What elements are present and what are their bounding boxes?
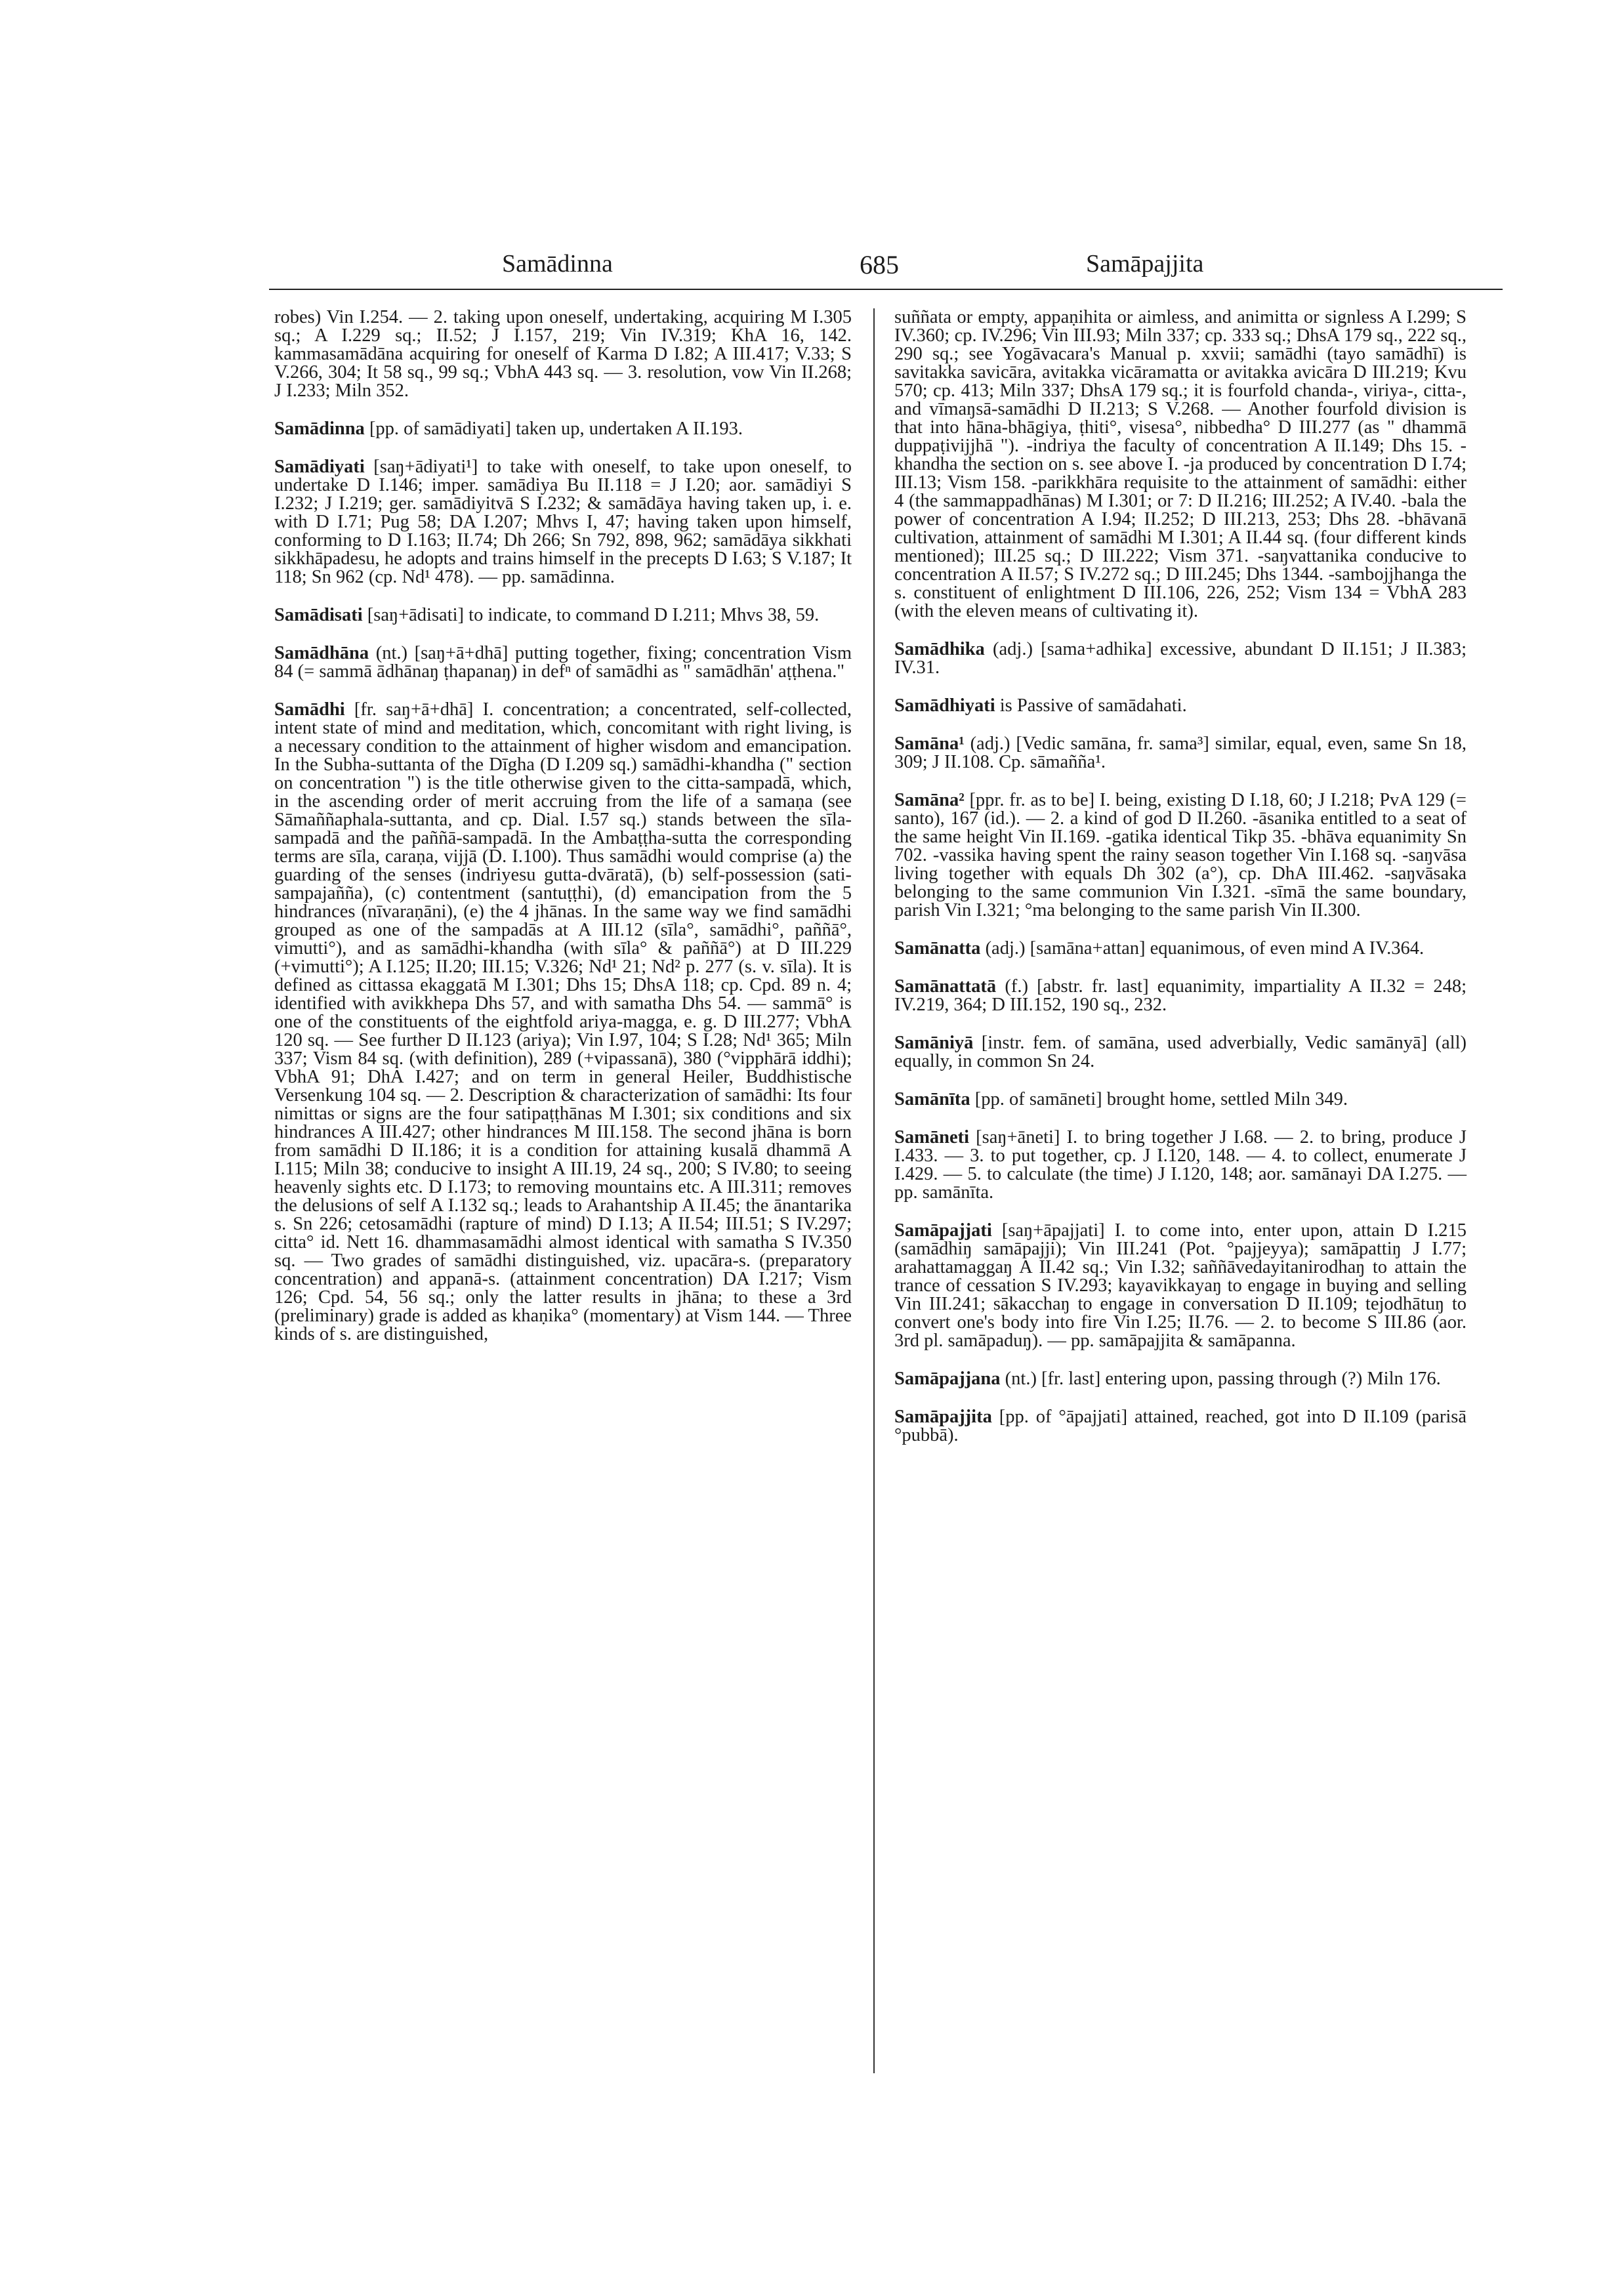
entry-text: (nt.) [saŋ+ā+dhā] putting together, fixing; concentration Vism 84 (= sammā ādhānaŋ ṭhapanaŋ) in defⁿ of samādhi as " samādhān' aṭṭhena." (274, 643, 852, 682)
entry-text: [pp. of samāneti] brought home, settled Miln 349. (970, 1089, 1348, 1109)
entry-text: (adj.) [Vedic samāna, fr. sama³] similar, equal, even, same Sn 18, 309; J II.108. Cp. sāmañña¹. (894, 734, 1467, 772)
dictionary-entry (894, 1128, 1467, 1202)
entry-headword: Samādinna (274, 419, 365, 439)
left-running-headword: Samādinna (502, 250, 613, 278)
dictionary-entry (894, 640, 1467, 677)
entry-text: (f.) [abstr. fr. last] equanimity, impartiality A II.32 = 248; IV.219, 364; D III.152, 190 sq., 232. (894, 976, 1467, 1015)
header-rule (269, 289, 1503, 290)
entry-headword: Samāpajjati (894, 1220, 992, 1241)
entry-headword: Samāniyā (894, 1033, 974, 1053)
right-running-headword: Samāpajjita (1086, 250, 1204, 278)
dictionary-entry (894, 735, 1467, 772)
entry-headword: Samānīta (894, 1089, 970, 1109)
page-header (269, 249, 1503, 289)
dictionary-entry (274, 420, 852, 438)
dictionary-entry (894, 791, 1467, 920)
continuation-text: suññata or empty, appaṇihita or aimless, and animitta or signless A I.299; S IV.360; cp. IV.296; Vin III.93; Miln 337; cp. 333 sq.; DhsA 179 sq., 222 sq., 290 sq.; see Yogāvacara's Manual p. xxvii; samādhi (tayo samādhī) is savitakka savicāra, avitakka vicāramatta or avitakka avicāra D III.219; Kvu 570; cp. 413; Miln 337; DhsA 179 sq.; it is fourfold chanda-, viriya-, citta-, and vīmaŋsā-samādhi D II.213; S V.268. — Another fourfold division is that into hāna-bhāgiya, ṭhiti°, visesa°, nibbedha° D III.277 (as " dhammā duppaṭivijjhā "). -indriya the faculty of concentration A II.149; Dhs 15. -khandha the section on s. see above I. -ja produced by concentration D I.74; III.13; Vism 158. -parikkhāra requisite to the attainment of samādhi: either 4 (the sammappadhānas) M I.301; or 7: D II.216; III.252; A IV.40. -bala the power of concentration A I.94; II.252; D III.213, 253; Dhs 28. -bhāvanā cultivation, attainment of samādhi M I.301; A II.44 sq. (four different kinds mentioned); III.25 sq.; D III.222; Vism 371. -saŋvattanika conducive to concentration A II.57; S IV.272 sq.; D III.245; Dhs 1344. -sambojjhanga the s. constituent of enlightment D III.106, 226, 252; Vism 134 = VbhA 283 (with the eleven means of cultivating it). (894, 307, 1467, 621)
dictionary-entry (894, 978, 1467, 1014)
entry-headword: Samādhi (274, 699, 345, 720)
dictionary-entry (274, 701, 852, 1344)
right-column (894, 308, 1467, 1464)
dictionary-entry (274, 644, 852, 681)
entry-headword: Samāpajjita (894, 1407, 992, 1427)
entry-text: (adj.) [samāna+attan] equanimous, of even mind A IV.364. (980, 938, 1425, 959)
entry-text: [fr. saŋ+ā+dhā] I. concentration; a concentrated, self-collected, intent state of mind and meditation, which, concomitant with right living, is a necessary condition to the attainment of higher wisdom and emancipation. In the Subha-suttanta of the Dīgha (D I.209 sq.) samādhi-khandha (" section on concentration ") is the title otherwise given to the citta-sampadā, which, in the ascending order of merit accruing from the life of a samaṇa (see Sāmaññaphala-suttanta, and cp. Dial. I.57 sq.) stands between the sīla-sampadā and the paññā-sampadā. In the Ambaṭṭha-sutta the corresponding terms are sīla, caraṇa, vijjā (D. I.100). Thus samādhi would comprise (a) the guarding of the senses (indriyesu gutta-dvāratā), (b) self-possession (sati-sampajañña), (c) contentment (santuṭṭhi), (d) emancipation from the 5 hindrances (nīvaraṇāni), (e) the 4 jhānas. In the same way we find samādhi grouped as one of the sampadās at A III.12 (sīla°, samādhi°, paññā°, vimutti°), and as samādhi-khandha (with sīla° & paññā°) at D III.229 (+vimutti°); A I.125; II.20; III.15; V.326; Nd¹ 21; Nd² p. 277 (s. v. sīla). It is defined as cittassa ekaggatā M I.301; Dhs 15; DhsA 118; cp. Cpd. 89 n. 4; identified with avikkhepa Dhs 57, and with samatha Dhs 54. — sammā° is one of the constituents of the eightfold ariya-magga, e. g. D III.277; VbhA 120 sq. — See further D II.123 (ariya); Vin I.97, 104; S I.28; Nd¹ 365; Miln 337; Vism 84 sq. (with definition), 289 (+vipassanā), 380 (°vipphārā iddhi); VbhA 91; DhA I.427; and on term in general Heiler, Buddhistische Versenkung 104 sq. — 2. Description & characterization of samādhi: Its four nimittas or signs are the four satipaṭṭhānas M I.301; six conditions and six hindrances A III.427; other hindrances M III.158. The second jhāna is born from samādhi D II.186; it is a condition for attaining kusalā dhammā A I.115; Miln 38; conducive to insight A III.19, 24 sq., 200; S IV.80; to seeing heavenly sights etc. D I.173; to removing mountains etc. A III.311; removes the delusions of self A I.132 sq.; leads to Arahantship A II.45; the ānantarika s. Sn 226; cetosamādhi (rapture of mind) D I.13; A II.54; III.51; S IV.297; citta° id. Nett 16. dhammasamādhi almost identical with samatha S IV.350 sq. — Two grades of samādhi distinguished, viz. upacāra-s. (preparatory concentration) and appanā-s. (attainment concentration) DA I.217; Vism 126; Cpd. 54, 56 sq.; only the latter results in jhāna; to these a 3rd (preliminary) grade is added as khaṇika° (momentary) at Vism 144. — Three kinds of s. are distinguished, (274, 699, 852, 1344)
entry-text: [saŋ+ādiyati¹] to take with oneself, to take upon oneself, to undertake D I.146; imper. samādiya Bu II.118 = J I.20; aor. samādiyi S I.232; J I.219; ger. samādiyitvā S I.232; & samādāya having taken up, i. e. with D I.71; Pug 58; DA I.207; Mhvs I, 47; having taken upon himself, conforming to D I.163; II.74; Dh 266; Sn 792, 898, 962; samādāya sikkhati sikkhāpadesu, he adopts and trains himself in the precepts D I.63; S V.187; It 118; Sn 962 (cp. Nd¹ 478). — pp. samādinna. (274, 457, 852, 587)
entry-text: (nt.) [fr. last] entering upon, passing through (?) Miln 176. (1000, 1369, 1441, 1389)
dictionary-entry (894, 697, 1467, 715)
dictionary-entry (274, 458, 852, 587)
entry-text: [saŋ+ādisati] to indicate, to command D I.211; Mhvs 38, 59. (362, 605, 820, 625)
entry-headword: Samānattatā (894, 976, 997, 997)
dictionary-entry (894, 1034, 1467, 1071)
entry-text: [pp. of °āpajjati] attained, reached, got into D II.109 (parisā °pubbā). (894, 1407, 1467, 1445)
entry-text: is Passive of samādahati. (995, 695, 1187, 716)
entry-headword: Samāna¹ (894, 734, 965, 754)
entry-headword: Samāpajjana (894, 1369, 1001, 1389)
entry-headword: Samāna² (894, 790, 965, 810)
left-column (274, 308, 852, 1363)
entry-text: (adj.) [sama+adhika] excessive, abundant D II.151; J II.383; IV.31. (894, 639, 1467, 678)
entry-headword: Samādiyati (274, 457, 365, 477)
entry-text: [ppr. fr. as to be] I. being, existing D I.18, 60; J I.218; PvA 129 (= santo), 167 (id.). — 2. a kind of god D II.260. -āsanika entitled to a seat of the same height Vin II.169. -gatika identical Tikp 35. -bhāva equanimity Sn 702. -vassika having spent the rainy season together Vin I.168 sq. -saŋvāsa living together with equals Dh 302 (a°), cp. DhA III.462. -saŋvāsaka belonging to the same communion Vin I.321. -sīmā the same boundary, parish Vin I.321; °ma belonging to the same parish Vin II.300. (894, 790, 1467, 920)
entry-headword: Samādhāna (274, 643, 369, 663)
dictionary-entry (894, 1222, 1467, 1350)
entry-text: [saŋ+āneti] I. to bring together J I.68. — 2. to bring, produce J I.433. — 3. to put together, cp. J I.120, 148. — 4. to collect, enumerate J I.429. — 5. to calculate (the time) J I.120, 148; aor. samānayi DA I.275. — pp. samānīta. (894, 1127, 1467, 1203)
page-number: 685 (860, 250, 899, 279)
entry-headword: Samādisati (274, 605, 363, 625)
dictionary-entry (894, 1408, 1467, 1445)
entry-text: [pp. of samādiyati] taken up, undertaken A II.193. (364, 419, 743, 439)
dictionary-entry (894, 940, 1467, 958)
entry-headword: Samādhika (894, 639, 985, 659)
dictionary-entry (894, 1370, 1467, 1388)
dictionary-entry (894, 1090, 1467, 1109)
entry-text: [saŋ+āpajjati] I. to come into, enter upon, attain D I.215 (samādhiŋ samāpajji); Vin III.241 (Pot. °pajjeyya); samāpattiŋ J I.77; arahattamaggaŋ A II.42 sq.; Vin I.32; saññāvedayitanirodhaŋ to attain the trance of cessation S IV.293; kayavikkayaŋ to engage in buying and selling Vin III.241; sākacchaŋ to engage in conversation D II.109; tejodhātuŋ to convert one's body into fire Vin I.25; II.76. — 2. to become S III.86 (aor. 3rd pl. samāpaduŋ). — pp. samāpajjita & samāpanna. (894, 1220, 1467, 1351)
entry-headword: Samāneti (894, 1127, 969, 1148)
entry-headword: Samānatta (894, 938, 981, 959)
entry-text: [instr. fem. of samāna, used adverbially, Vedic samānyā] (all) equally, in common Sn 24. (894, 1033, 1467, 1071)
column-divider (873, 308, 875, 2073)
continuation-text: robes) Vin I.254. — 2. taking upon oneself, undertaking, acquiring M I.305 sq.; A I.229 sq.; II.52; J I.157, 219; Vin IV.319; KhA 16, 142. kammasamādāna acquiring for oneself of Karma D I.82; A III.417; V.33; S V.266, 304; It 58 sq., 99 sq.; VbhA 443 sq. — 3. resolution, vow Vin II.268; J I.233; Miln 352. (274, 307, 852, 401)
entry-headword: Samādhiyati (894, 695, 995, 716)
dictionary-entry (274, 606, 852, 625)
